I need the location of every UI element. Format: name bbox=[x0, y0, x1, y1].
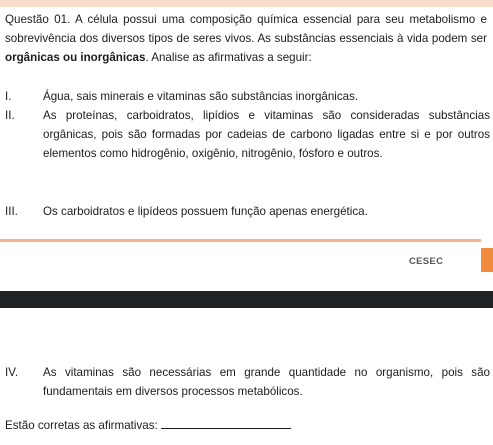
statement-numeral: II. bbox=[5, 109, 15, 122]
section-divider bbox=[0, 239, 481, 242]
question-intro: A célula possui uma composição química essencial para seu metabolismo e sobrevivência dos diversos tipos de seres vivos. As substâncias essenciais à vida podem ser bbox=[5, 13, 487, 46]
brand-label: CESEC bbox=[409, 256, 444, 267]
question-text bbox=[5, 10, 487, 68]
statement-text: Os carboidratos e lipídeos possuem função apenas energética. bbox=[43, 205, 368, 218]
statement-numeral: III. bbox=[5, 205, 18, 218]
question-instruction: . Analise as afirmativas a seguir: bbox=[145, 51, 312, 65]
question-label: Questão 01. bbox=[5, 13, 71, 26]
closing-prompt bbox=[5, 416, 291, 435]
closing-prompt-text: Estão corretas as afirmativas: bbox=[5, 419, 158, 432]
brand-accent-block bbox=[481, 248, 493, 272]
statement-text: Água, sais minerais e vitaminas são substâncias inorgânicas. bbox=[43, 90, 359, 103]
statement-numeral: IV. bbox=[5, 366, 19, 379]
statement-text: As proteínas, carboidratos, lipídios e vitaminas são consideradas substâncias orgânicas, pois são formadas por cadeias de carbono ligadas entre si e por outros elementos como hidrogênio, oxigênio, nitrogênio, fósforo e outros. bbox=[43, 109, 490, 161]
statement-text: As vitaminas são necessárias em grande quantidade no organismo, pois são fundamentais em diversos processos metabólicos. bbox=[43, 366, 490, 399]
top-accent-bar bbox=[0, 0, 493, 7]
answer-blank-line bbox=[161, 427, 291, 429]
statement-numeral: I. bbox=[5, 90, 12, 103]
question-bold-phrase: orgânicas ou inorgânicas bbox=[5, 51, 146, 65]
page-break-band bbox=[0, 291, 493, 308]
